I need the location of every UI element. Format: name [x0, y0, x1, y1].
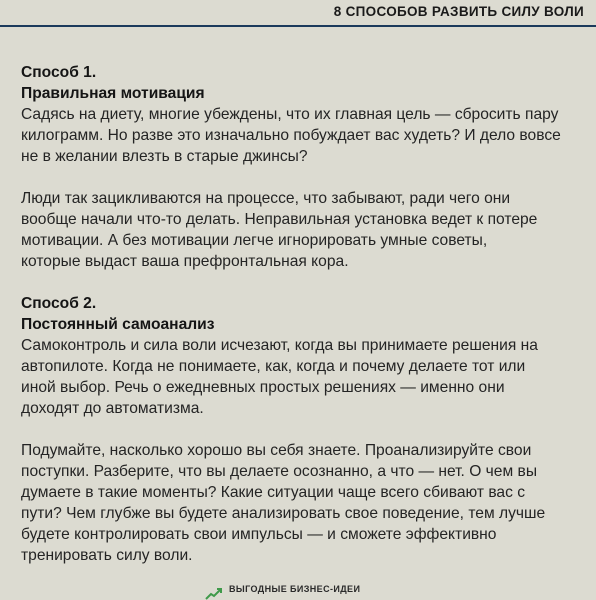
page-header	[0, 0, 596, 28]
chart-logo-icon	[205, 588, 223, 600]
method-number: Способ 1.	[21, 64, 97, 81]
brand-name: ВЫГОДНЫЕ БИЗНЕС-ИДЕИ	[229, 584, 361, 594]
header-title: 8 СПОСОБОВ РАЗВИТЬ СИЛУ ВОЛИ	[333, 4, 584, 19]
footer-brand	[205, 584, 405, 600]
paragraph	[21, 188, 581, 272]
method-section	[21, 293, 581, 566]
method-number: Способ 2.	[21, 295, 97, 312]
section-gap	[21, 272, 581, 293]
text-line: иной выбор. Речь о ежедневных простых решениях — именно они	[21, 379, 505, 396]
text-line: мотивации. А без мотивации легче игнорировать умные советы,	[21, 232, 488, 249]
text-line: Самоконтроль и сила воли исчезают, когда вы принимаете решения на	[21, 337, 538, 354]
text-line: которые выдаст ваша префронтальная кора.	[21, 253, 349, 270]
method-section	[21, 62, 581, 272]
text-line: тренировать силу воли.	[21, 547, 193, 564]
paragraph	[21, 335, 581, 419]
text-line: поступки. Разберите, что вы делаете осознанно, а что — нет. О чем вы	[21, 463, 538, 480]
text-line: пути? Чем глубже вы будете анализировать свое поведение, тем лучше	[21, 505, 546, 522]
text-line: автопилоте. Когда не понимаете, как, когда и почему делаете тот или	[21, 358, 526, 375]
method-title: Правильная мотивация	[21, 85, 205, 102]
text-line: доходят до автоматизма.	[21, 400, 204, 417]
text-line: будете контролировать свои импульсы — и сможете эффективно	[21, 526, 497, 543]
paragraph	[21, 104, 581, 167]
text-line: Садясь на диету, многие убеждены, что их главная цель — сбросить пару	[21, 106, 559, 123]
text-line: вообще начали что-то делать. Неправильная установка ведет к потере	[21, 211, 538, 228]
text-line: думаете в такие моменты? Какие ситуации чаще всего сбивают вас с	[21, 484, 526, 501]
text-line: не в желании влезть в старые джинсы?	[21, 148, 308, 165]
paragraph	[21, 440, 581, 566]
method-title: Постоянный самоанализ	[21, 316, 215, 333]
paragraph-gap	[21, 419, 581, 440]
header-divider	[0, 25, 596, 27]
text-line: килограмм. Но разве это изначально побуждает вас худеть? И дело вовсе	[21, 127, 561, 144]
text-line: Люди так зацикливаются на процессе, что забывают, ради чего они	[21, 190, 511, 207]
text-line: Подумайте, насколько хорошо вы себя знаете. Проанализируйте свои	[21, 442, 532, 459]
paragraph-gap	[21, 167, 581, 188]
article-body	[21, 62, 581, 566]
